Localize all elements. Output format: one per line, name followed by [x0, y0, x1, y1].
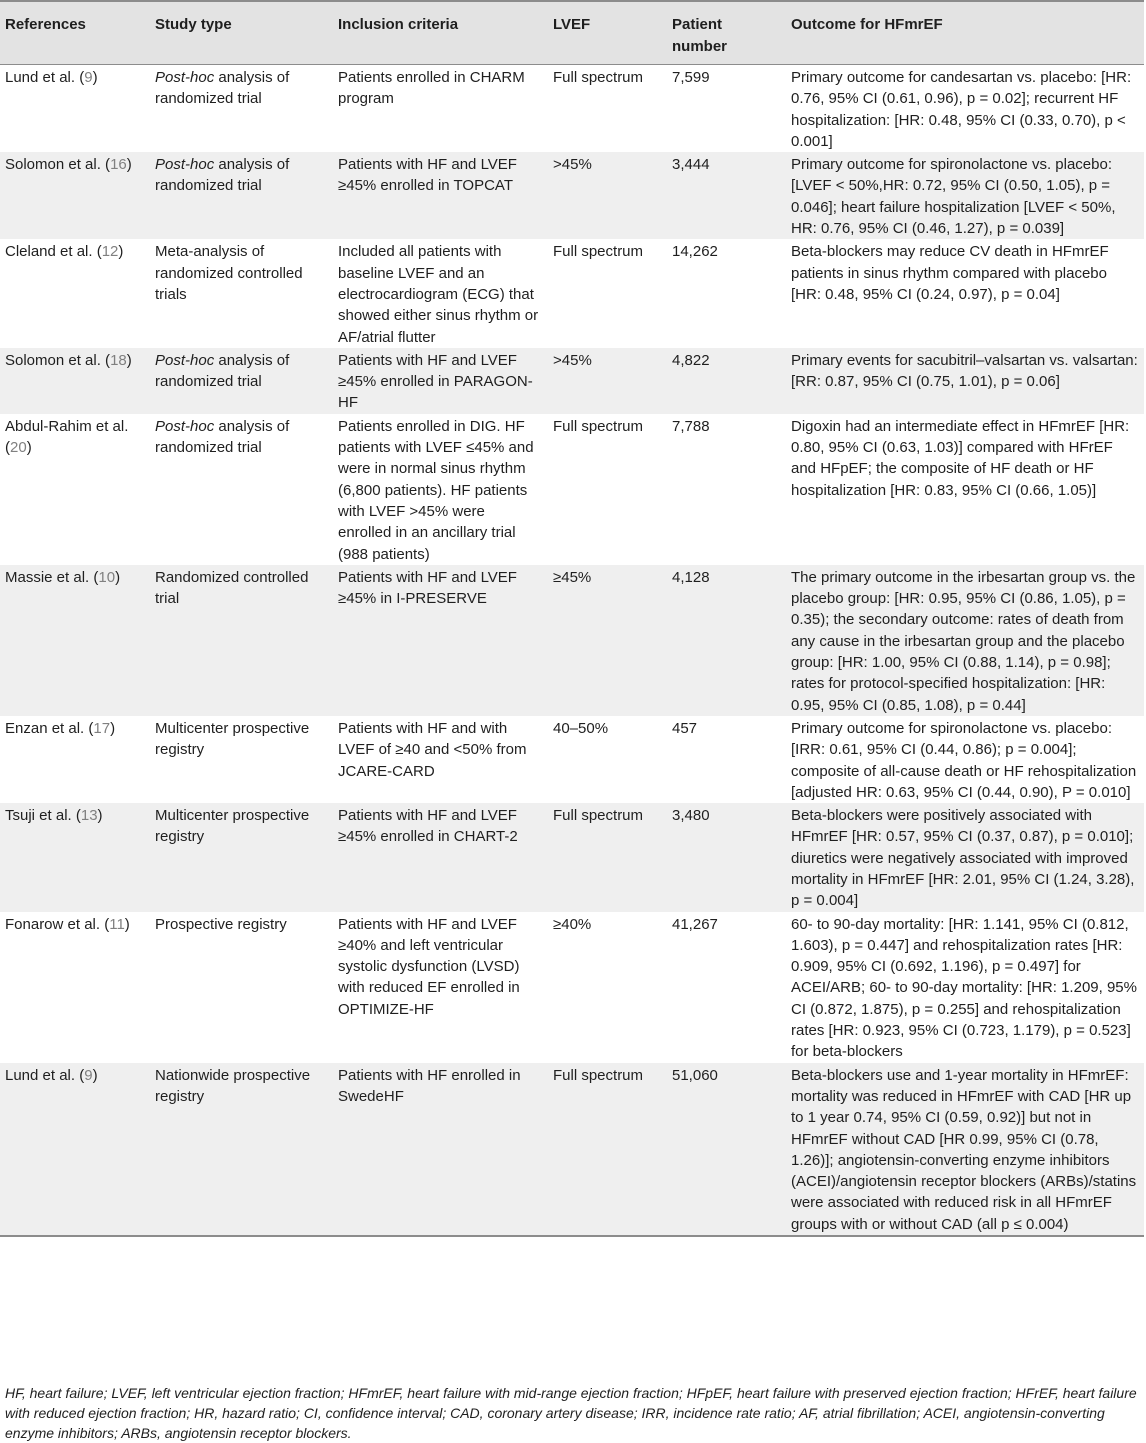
study-type-text: analysis of randomized trial [155, 417, 290, 457]
table-body [0, 65, 1144, 1237]
study-type-italic: Post-hoc [155, 69, 215, 86]
cell-reference [0, 239, 150, 347]
cell-lvef: >45% [553, 351, 592, 369]
cell-patient-number: 7,788 [672, 417, 710, 435]
cell-inclusion-criteria: Patients with HF and LVEF ≥45% in I-PRESERVE [338, 568, 517, 608]
study-type-text: analysis of randomized trial [155, 156, 290, 195]
cell-outcome: 60- to 90-day mortality: [HR: 1.141, 95% CI (0.812, 1.603), p = 0.447] and rehospitalization rates [HR: 0.909, 95% CI (0.692, 1.196), p = 0.497] for ACEI/ARB; 60- to 90-day mortality: [HR: 1.209, 95% CI (0.872, 1.875), p = 0.255] and rehospitalization rates [HR: 0.923, 95% CI (0.723, 1.179), p = 0.523] for beta-blockers [791, 915, 1137, 1061]
reference-link[interactable]: 17 [93, 719, 111, 737]
cell-outcome: Primary events for sacubitril–valsartan vs. valsartan: [RR: 0.87, 95% CI (0.75, 1.01), p = 0.06] [791, 351, 1138, 391]
cell-patient-number: 457 [672, 719, 698, 737]
cell-patient-number: 4,822 [672, 351, 710, 369]
reference-close: ) [110, 719, 116, 737]
cell-study-type [150, 239, 333, 347]
cell-lvef: Full spectrum [553, 417, 644, 435]
reference-close: ) [115, 568, 121, 586]
cell-outcome: Digoxin had an intermediate effect in HFmrEF [HR: 0.80, 95% CI (0.63, 1.03)] compared with HFrEF and HFpEF; the composite of HF death or HF hospitalization [HR: 0.83, 95% CI (0.66, 1.05)] [791, 417, 1130, 499]
reference-close: ) [124, 915, 130, 933]
reference-text: Enzan et al. ( [5, 719, 94, 737]
table-row [0, 803, 1144, 911]
cell-outcome: Primary outcome for candesartan vs. placebo: [HR: 0.76, 95% CI (0.61, 0.96), p = 0.02]; recurrent HF hospitalization: [HR: 0.48, 95% CI (0.33, 0.70), p < 0.001] [791, 69, 1132, 150]
cell-lvef: Full spectrum [553, 807, 644, 825]
cell-lvef: 40–50% [553, 719, 609, 737]
reference-text: Abdul-Rahim et al. ( [5, 417, 129, 457]
cell-study-type [150, 912, 333, 1063]
reference-link[interactable]: 9 [84, 1066, 93, 1084]
table-header [0, 1, 1144, 65]
cell-inclusion-criteria: Patients with HF and LVEF ≥45% enrolled in TOPCAT [338, 156, 517, 195]
header-references: References [0, 1, 150, 65]
cell-reference [0, 414, 150, 565]
cell-lvef: Full spectrum [553, 243, 644, 261]
study-type-text: Multicenter prospective registry [155, 719, 310, 759]
reference-close: ) [118, 243, 124, 261]
study-type-italic: Post-hoc [155, 351, 215, 369]
header-lvef: LVEF [548, 1, 667, 65]
cell-inclusion-criteria: Patients enrolled in CHARM program [338, 69, 525, 108]
cell-reference [0, 803, 150, 911]
reference-close: ) [92, 69, 98, 86]
cell-reference [0, 565, 150, 716]
table-row [0, 348, 1144, 414]
cell-lvef: >45% [553, 156, 592, 174]
study-type-italic: Post-hoc [155, 156, 215, 174]
reference-text: Tsuji et al. ( [5, 807, 81, 825]
cell-patient-number: 51,060 [667, 1063, 786, 1236]
table-row [0, 716, 1144, 803]
cell-inclusion-criteria: Patients enrolled in DIG. HF patients with LVEF ≤45% and were in normal sinus rhythm (6,800 patients). HF patients with LVEF >45% were enrolled in an ancillary trial (988 patients) [338, 417, 534, 563]
cell-reference [0, 1063, 150, 1236]
cell-lvef: Full spectrum [553, 69, 644, 86]
cell-inclusion-criteria: Patients with HF and LVEF ≥40% and left ventricular systolic dysfunction (LVSD) with reduced EF enrolled in OPTIMIZE-HF [338, 915, 520, 1018]
cell-outcome: Primary outcome for spironolactone vs. placebo: [LVEF < 50%,HR: 0.72, 95% CI (0.50, 1.05), p = 0.046]; heart failure hospitalization [LVEF < 50%, HR: 0.76, 95% CI (0.46, 1.27), p = 0.039] [791, 156, 1116, 238]
table-row [0, 414, 1144, 565]
header-inclusion-criteria: Inclusion criteria [333, 1, 548, 65]
cell-reference [0, 348, 150, 414]
reference-link[interactable]: 20 [10, 439, 27, 457]
cell-study-type [150, 414, 333, 565]
header-study-type: Study type [150, 1, 333, 65]
cell-reference [0, 912, 150, 1063]
table-row [0, 565, 1144, 716]
reference-text: Fonarow et al. ( [5, 915, 110, 933]
cell-patient-number: 7,599 [672, 69, 710, 86]
reference-text: Cleland et al. ( [5, 243, 102, 261]
cell-outcome: Beta-blockers may reduce CV death in HFmrEF patients in sinus rhythm compared with placebo [HR: 0.48, 95% CI (0.24, 0.97), p = 0.04] [791, 243, 1109, 303]
reference-link[interactable]: 16 [110, 156, 127, 174]
table-row [0, 152, 1144, 239]
table-row [0, 239, 1144, 347]
cell-inclusion-criteria: Patients with HF and with LVEF of ≥40 and <50% from JCARE-CARD [338, 719, 527, 780]
reference-text: Solomon et al. ( [5, 156, 111, 174]
cell-reference [0, 716, 150, 803]
reference-link[interactable]: 9 [84, 69, 93, 86]
reference-link[interactable]: 10 [98, 568, 116, 586]
reference-close: ) [126, 156, 132, 174]
cell-inclusion-criteria: Patients with HF and LVEF ≥45% enrolled in CHART-2 [338, 807, 518, 846]
table-row [0, 1063, 1144, 1236]
table-footnote: HF, heart failure; LVEF, left ventricular ejection fraction; HFmrEF, heart failure with mid-range ejection fraction; HFpEF, heart failure with preserved ejection fraction; HFrEF, heart failure with reduced ejection fraction; HR, hazard ratio; CI, confidence interval; CAD, coronary artery disease; IRR, incidence rate ratio; AF, atrial fibrillation; ACEI, angiotensin-converting enzyme inhibitors; ARBs, angiotensin receptor blockers. [5, 1385, 1137, 1441]
header-patient-number: Patient number [667, 1, 786, 65]
reference-close: ) [26, 439, 32, 457]
cell-patient-number: 3,444 [672, 156, 710, 174]
reference-link[interactable]: 13 [80, 807, 98, 825]
cell-lvef: ≥40% [553, 915, 592, 933]
study-type-text: Multicenter prospective registry [155, 807, 310, 846]
study-type-italic: Post-hoc [155, 417, 215, 435]
cell-outcome: The primary outcome in the irbesartan group vs. the placebo group: [HR: 0.95, 95% CI (0.86, 1.05), p = 0.35); the secondary outcome: rates of death from any cause in the irbesartan group and the placebo group: [HR: 1.00, 95% CI (0.88, 1.14), p = 0.98]; rates for protocol-specified hospitalization: [HR: 0.95, 95% CI (0.85, 1.08), p = 0.44] [791, 568, 1136, 714]
cell-lvef: Full spectrum [548, 1063, 667, 1236]
study-type-text: analysis of randomized trial [155, 351, 290, 391]
cell-outcome: Beta-blockers were positively associated with HFmrEF [HR: 0.57, 95% CI (0.37, 0.87), p = 0.010]; diuretics were negatively associated with improved mortality in HFmrEF [HR: 2.01, 95% CI (1.24, 3.28), p = 0.004] [791, 807, 1135, 910]
reference-link[interactable]: 18 [110, 351, 127, 369]
cell-patient-number: 14,262 [672, 243, 718, 261]
cell-study-type [150, 803, 333, 911]
cell-reference [0, 65, 150, 153]
cell-inclusion-criteria: Patients with HF enrolled in SwedeHF [333, 1063, 548, 1236]
study-type-text: analysis of randomized trial [155, 69, 290, 108]
cell-patient-number: 41,267 [672, 915, 718, 933]
study-type-text: Prospective registry [155, 915, 287, 933]
table-row [0, 912, 1144, 1063]
cell-patient-number: 4,128 [672, 568, 710, 586]
study-type-text: Meta-analysis of randomized controlled trials [155, 243, 303, 303]
cell-study-type [150, 348, 333, 414]
cell-study-type [150, 565, 333, 716]
reference-text: Lund et al. ( [5, 69, 85, 86]
cell-study-type [150, 152, 333, 239]
reference-close: ) [126, 351, 132, 369]
reference-text: Massie et al. ( [5, 568, 99, 586]
reference-close: ) [97, 807, 103, 825]
cell-inclusion-criteria: Patients with HF and LVEF ≥45% enrolled in PARAGON-HF [338, 351, 533, 412]
reference-text: Lund et al. ( [5, 1066, 85, 1084]
cell-reference [0, 152, 150, 239]
reference-close: ) [92, 1066, 98, 1084]
cell-outcome: Primary outcome for spironolactone vs. placebo: [IRR: 0.61, 95% CI (0.44, 0.86); p = 0.004]; composite of all-cause death or HF rehospitalization [adjusted HR: 0.63, 95% CI (0.44, 0.90), P = 0.010] [791, 719, 1137, 801]
reference-link[interactable]: 11 [109, 915, 125, 933]
reference-text: Solomon et al. ( [5, 351, 111, 369]
table-row [0, 65, 1144, 153]
header-outcome: Outcome for HFmrEF [786, 1, 1144, 65]
cell-patient-number: 3,480 [672, 807, 710, 825]
study-type-text: Randomized controlled trial [155, 568, 309, 608]
cell-inclusion-criteria: Included all patients with baseline LVEF and an electrocardiogram (ECG) that showed either sinus rhythm or AF/atrial flutter [338, 243, 539, 346]
cell-study-type [150, 1063, 333, 1236]
cell-outcome: Beta-blockers use and 1-year mortality in HFmrEF: mortality was reduced in HFmrEF with CAD [HR up to 1 year 0.74, 95% CI (0.59, 0.92)] but not in HFmrEF without CAD [HR 0.99, 95% CI (0.78, 1.26)]; angiotensin-converting enzyme inhibitors (ACEI)/angiotensin receptor blockers (ARBs)/statins were associated with reduced risk in all HFmrEF groups with or without CAD (all p ≤ 0.004) [786, 1063, 1144, 1236]
study-type-text: Nationwide prospective registry [155, 1066, 311, 1105]
cell-study-type [150, 65, 333, 153]
cell-study-type [150, 716, 333, 803]
header-row [0, 1, 1144, 65]
cell-lvef: ≥45% [553, 568, 592, 586]
reference-link[interactable]: 12 [101, 243, 119, 261]
